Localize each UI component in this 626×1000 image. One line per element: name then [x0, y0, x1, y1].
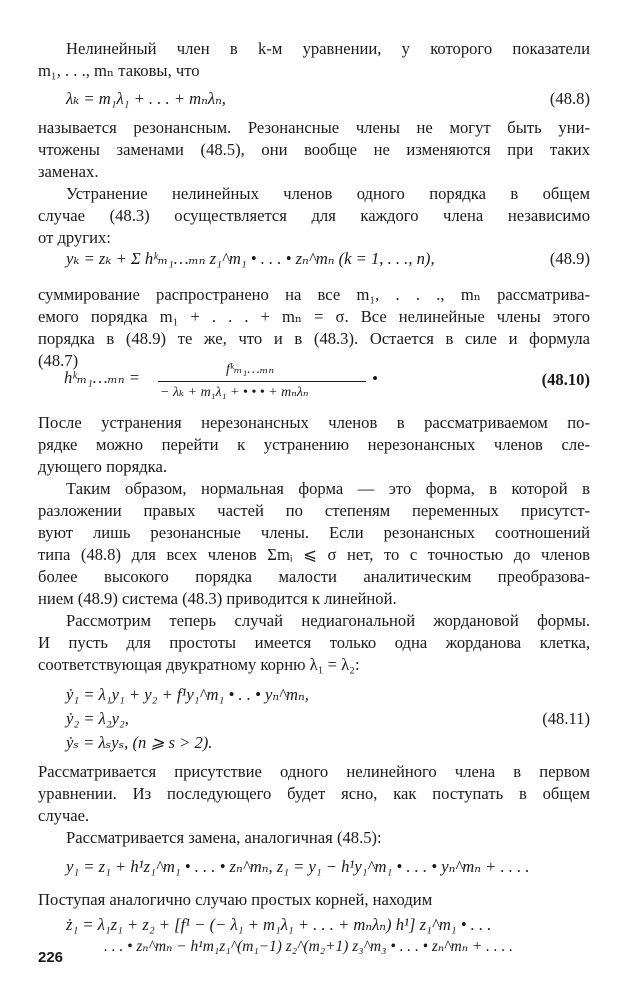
equation-48-11-line-1: ẏ₁ = λ₁y₁ + y₂ + f¹y₁^m₁ • . . • yₙ^mₙ, [66, 685, 309, 704]
text-line: вуют лишь резонансные члены. Если резонансных соотношений [38, 523, 590, 542]
text-line: типа (48.8) для всех членов Σmᵢ ⩽ σ нет, то с точностью до членов [38, 545, 590, 564]
text-line: Устранение нелинейных членов одного порядка в общем [66, 184, 590, 203]
text-line: уравнении. Из последующего будет ясно, как поступать в общем [38, 784, 590, 803]
equation-substitution: y₁ = z₁ + h¹z₁^m₁ • . . . • zₙ^mₙ, z₁ = y₁ − h¹y₁^m₁ • . . . • yₙ^mₙ + . . . . [66, 857, 530, 876]
fraction-bar [158, 381, 366, 382]
text-line: суммирование распространено на все m₁, . . ., mₙ рассматрива- [38, 285, 590, 304]
text-line: После устранения нерезонансных членов в рассматриваемом по- [38, 413, 590, 432]
equation-48-10-numerator: fᵏₘ₁…ₘₙ [226, 362, 274, 377]
text-line: Поступая аналогично случаю простых корней, находим [38, 890, 433, 909]
equation-48-9: yₖ = zₖ + Σ hᵏₘ₁…ₘₙ z₁^m₁ • . . . • zₙ^mₙ (k = 1, . . ., n), [66, 249, 435, 268]
text-line: (48.7) [38, 351, 79, 370]
equation-final-line-2: . . . • zₙ^mₙ − h¹m₁z₁^(m₁−1) z₂^(m₂+1) z₃^m₃ • . . . • zₙ^mₙ + . . . . [104, 938, 513, 955]
equation-48-11-line-3: ẏₛ = λₛyₛ, (n ⩾ s > 2). [66, 733, 213, 752]
text-line: соответствующая двукратному корню λ₁ = λ₂: [38, 655, 360, 674]
equation-48-10-lhs: hᵏₘ₁…ₘₙ = [64, 368, 140, 387]
equation-number: (48.11) [542, 709, 590, 728]
equation-number: (48.8) [549, 89, 590, 108]
text-line: разложении правых частей по степеням переменных присутст- [38, 501, 590, 520]
equation-48-10-dot: • [372, 369, 378, 388]
text-line: Нелинейный член в k-м уравнении, у которого показатели [66, 39, 590, 58]
text-line: заменах. [38, 162, 99, 181]
equation-number: (48.10) [541, 370, 590, 389]
text-line: m₁, . . ., mₙ таковы, что [38, 61, 200, 80]
text-line: И пусть для простоты имеется только одна жорданова клетка, [38, 633, 590, 652]
text-line: нием (48.9) система (48.3) приводится к линейной. [38, 589, 397, 608]
text-line: от других: [38, 228, 111, 247]
text-line: дующего порядка. [38, 457, 167, 476]
equation-48-10-denominator: − λₖ + m₁λ₁ + • • • + mₙλₙ [160, 385, 309, 400]
text-line: случае (48.3) осуществляется для каждого члена независимо [38, 206, 590, 225]
text-line: более высокого порядка малости аналитическим преобразова- [38, 567, 590, 586]
text-line: Рассматривается присутствие одного нелинейного члена в первом [38, 762, 590, 781]
text-line: называется резонансным. Резонансные члены не могут быть уни- [38, 118, 590, 137]
text-line: емого порядка m₁ + . . . + mₙ = σ. Все нелинейные члены этого [38, 307, 590, 326]
text-line: порядка в (48.9) те же, что и в (48.3). Остается в силе и формула [38, 329, 590, 348]
text-line: Рассматривается замена, аналогичная (48.5): [66, 828, 382, 847]
text-line: Рассмотрим теперь случай недиагональной жордановой формы. [66, 611, 590, 630]
page-number: 226 [38, 949, 64, 966]
equation-number: (48.9) [549, 249, 590, 268]
text-line: случае. [38, 806, 90, 825]
equation-48-8: λₖ = m₁λ₁ + . . . + mₙλₙ, [66, 89, 226, 108]
text-line: чтожены заменами (48.5), они вообще не изменяются при таких [38, 140, 590, 159]
text-line: рядке можно перейти к устранению нерезонансных членов сле- [38, 435, 590, 454]
equation-48-11-line-2: ẏ₂ = λ₂y₂, [66, 709, 129, 728]
equation-final-line-1: ż₁ = λ₁z₁ + z₂ + [f¹ − (− λ₁ + m₁λ₁ + . . . + mₙλₙ) h¹] z₁^m₁ • . . . [66, 915, 492, 934]
text-line: Таким образом, нормальная форма — это форма, в которой в [66, 479, 590, 498]
